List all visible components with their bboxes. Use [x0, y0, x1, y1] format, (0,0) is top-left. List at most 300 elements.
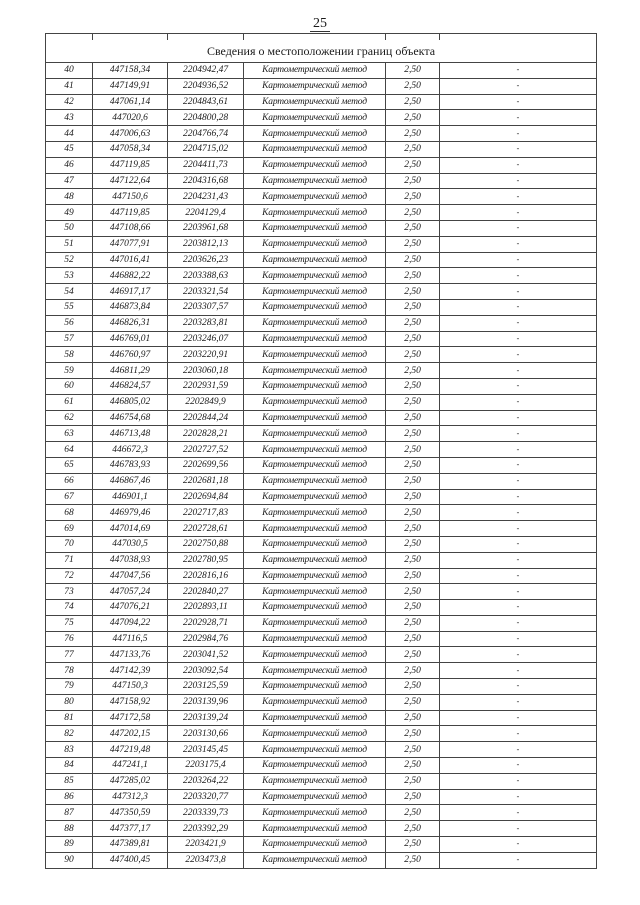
accuracy-cell: 2,50 [386, 489, 440, 505]
table-row [46, 584, 597, 600]
point-number-cell: 87 [46, 805, 93, 821]
y-coordinate-cell: 2203392,29 [168, 821, 244, 837]
x-coordinate-cell: 447061,14 [93, 94, 168, 110]
method-cell: Картометрический метод [244, 157, 386, 173]
y-coordinate-cell: 2203060,18 [168, 363, 244, 379]
x-coordinate-cell: 447241,1 [93, 758, 168, 774]
x-coordinate-cell: 447119,85 [93, 205, 168, 221]
x-coordinate-cell: 446811,29 [93, 363, 168, 379]
accuracy-cell: 2,50 [386, 205, 440, 221]
table-row [46, 63, 597, 79]
note-cell: - [440, 457, 597, 473]
note-cell: - [440, 63, 597, 79]
point-number-cell: 67 [46, 489, 93, 505]
point-number-cell: 51 [46, 236, 93, 252]
method-cell: Картометрический метод [244, 299, 386, 315]
y-coordinate-cell: 2203264,22 [168, 773, 244, 789]
table-row [46, 363, 597, 379]
note-cell: - [440, 94, 597, 110]
method-cell: Картометрический метод [244, 442, 386, 458]
page-number [0, 16, 640, 32]
table-row [46, 615, 597, 631]
method-cell: Картометрический метод [244, 726, 386, 742]
y-coordinate-cell: 2203388,63 [168, 268, 244, 284]
point-number-cell: 54 [46, 284, 93, 300]
method-cell: Картометрический метод [244, 63, 386, 79]
note-cell: - [440, 141, 597, 157]
note-cell: - [440, 78, 597, 94]
y-coordinate-cell: 2202699,56 [168, 457, 244, 473]
table-row [46, 473, 597, 489]
table-row [46, 331, 597, 347]
accuracy-cell: 2,50 [386, 773, 440, 789]
x-coordinate-cell: 447038,93 [93, 552, 168, 568]
method-cell: Картометрический метод [244, 758, 386, 774]
y-coordinate-cell: 2204936,52 [168, 78, 244, 94]
y-coordinate-cell: 2203145,45 [168, 742, 244, 758]
method-cell: Картометрический метод [244, 536, 386, 552]
y-coordinate-cell: 2202728,61 [168, 521, 244, 537]
x-coordinate-cell: 447285,02 [93, 773, 168, 789]
y-coordinate-cell: 2202840,27 [168, 584, 244, 600]
x-coordinate-cell: 446783,93 [93, 457, 168, 473]
x-coordinate-cell: 447076,21 [93, 600, 168, 616]
table-row [46, 679, 597, 695]
note-cell: - [440, 805, 597, 821]
point-number-cell: 56 [46, 315, 93, 331]
y-coordinate-cell: 2203041,52 [168, 647, 244, 663]
method-cell: Картометрический метод [244, 315, 386, 331]
y-coordinate-cell: 2202893,11 [168, 600, 244, 616]
x-coordinate-cell: 447047,56 [93, 568, 168, 584]
x-coordinate-cell: 447150,3 [93, 679, 168, 695]
note-cell: - [440, 584, 597, 600]
table-row [46, 837, 597, 853]
x-coordinate-cell: 446824,57 [93, 378, 168, 394]
table-row [46, 220, 597, 236]
x-coordinate-cell: 447202,15 [93, 726, 168, 742]
method-cell: Картометрический метод [244, 568, 386, 584]
x-coordinate-cell: 447219,48 [93, 742, 168, 758]
point-number-cell: 77 [46, 647, 93, 663]
point-number-cell: 68 [46, 505, 93, 521]
y-coordinate-cell: 2202931,59 [168, 378, 244, 394]
x-coordinate-cell: 447058,34 [93, 141, 168, 157]
x-coordinate-cell: 446760,97 [93, 347, 168, 363]
x-coordinate-cell: 447158,34 [93, 63, 168, 79]
method-cell: Картометрический метод [244, 363, 386, 379]
point-number-cell: 40 [46, 63, 93, 79]
y-coordinate-cell: 2202828,21 [168, 426, 244, 442]
accuracy-cell: 2,50 [386, 837, 440, 853]
method-cell: Картометрический метод [244, 426, 386, 442]
point-number-cell: 88 [46, 821, 93, 837]
note-cell: - [440, 126, 597, 142]
y-coordinate-cell: 2203961,68 [168, 220, 244, 236]
point-number-cell: 83 [46, 742, 93, 758]
note-cell: - [440, 157, 597, 173]
point-number-cell: 86 [46, 789, 93, 805]
y-coordinate-cell: 2203473,8 [168, 852, 244, 868]
method-cell: Картометрический метод [244, 615, 386, 631]
note-cell: - [440, 600, 597, 616]
method-cell: Картометрический метод [244, 789, 386, 805]
table-row [46, 378, 597, 394]
accuracy-cell: 2,50 [386, 141, 440, 157]
note-cell: - [440, 837, 597, 853]
accuracy-cell: 2,50 [386, 299, 440, 315]
y-coordinate-cell: 2203626,23 [168, 252, 244, 268]
y-coordinate-cell: 2204411,73 [168, 157, 244, 173]
method-cell: Картометрический метод [244, 852, 386, 868]
y-coordinate-cell: 2202816,16 [168, 568, 244, 584]
method-cell: Картометрический метод [244, 837, 386, 853]
note-cell: - [440, 378, 597, 394]
accuracy-cell: 2,50 [386, 615, 440, 631]
x-coordinate-cell: 447150,6 [93, 189, 168, 205]
x-coordinate-cell: 446769,01 [93, 331, 168, 347]
x-coordinate-cell: 446754,68 [93, 410, 168, 426]
point-number-cell: 41 [46, 78, 93, 94]
note-cell: - [440, 394, 597, 410]
accuracy-cell: 2,50 [386, 347, 440, 363]
accuracy-cell: 2,50 [386, 410, 440, 426]
y-coordinate-cell: 2203175,4 [168, 758, 244, 774]
note-cell: - [440, 315, 597, 331]
x-coordinate-cell: 446901,1 [93, 489, 168, 505]
x-coordinate-cell: 446917,17 [93, 284, 168, 300]
accuracy-cell: 2,50 [386, 805, 440, 821]
y-coordinate-cell: 2202717,83 [168, 505, 244, 521]
note-cell: - [440, 742, 597, 758]
note-cell: - [440, 252, 597, 268]
point-number-cell: 84 [46, 758, 93, 774]
method-cell: Картометрический метод [244, 631, 386, 647]
x-coordinate-cell: 447119,85 [93, 157, 168, 173]
accuracy-cell: 2,50 [386, 852, 440, 868]
point-number-cell: 48 [46, 189, 93, 205]
point-number-cell: 76 [46, 631, 93, 647]
table-row [46, 315, 597, 331]
y-coordinate-cell: 2202849,9 [168, 394, 244, 410]
x-coordinate-cell: 447094,22 [93, 615, 168, 631]
x-coordinate-cell: 447108,66 [93, 220, 168, 236]
y-coordinate-cell: 2204231,43 [168, 189, 244, 205]
point-number-cell: 64 [46, 442, 93, 458]
table-row [46, 710, 597, 726]
method-cell: Картометрический метод [244, 679, 386, 695]
x-coordinate-cell: 447172,58 [93, 710, 168, 726]
note-cell: - [440, 236, 597, 252]
note-cell: - [440, 505, 597, 521]
accuracy-cell: 2,50 [386, 726, 440, 742]
note-cell: - [440, 663, 597, 679]
table-row [46, 189, 597, 205]
accuracy-cell: 2,50 [386, 584, 440, 600]
table-row [46, 694, 597, 710]
y-coordinate-cell: 2203321,54 [168, 284, 244, 300]
table-row [46, 426, 597, 442]
point-number-cell: 63 [46, 426, 93, 442]
accuracy-cell: 2,50 [386, 220, 440, 236]
y-coordinate-cell: 2203812,13 [168, 236, 244, 252]
table-row [46, 631, 597, 647]
note-cell: - [440, 710, 597, 726]
point-number-cell: 70 [46, 536, 93, 552]
note-cell: - [440, 363, 597, 379]
table-row [46, 489, 597, 505]
note-cell: - [440, 442, 597, 458]
x-coordinate-cell: 447077,91 [93, 236, 168, 252]
point-number-cell: 72 [46, 568, 93, 584]
table-row [46, 600, 597, 616]
x-coordinate-cell: 447020,6 [93, 110, 168, 126]
method-cell: Картометрический метод [244, 331, 386, 347]
table-title: Сведения о местоположении границ объекта [46, 40, 597, 63]
method-cell: Картометрический метод [244, 284, 386, 300]
y-coordinate-cell: 2203092,54 [168, 663, 244, 679]
x-coordinate-cell: 447389,81 [93, 837, 168, 853]
point-number-cell: 43 [46, 110, 93, 126]
y-coordinate-cell: 2202780,95 [168, 552, 244, 568]
method-cell: Картометрический метод [244, 78, 386, 94]
accuracy-cell: 2,50 [386, 758, 440, 774]
note-cell: - [440, 299, 597, 315]
point-number-cell: 78 [46, 663, 93, 679]
note-cell: - [440, 110, 597, 126]
table-row [46, 457, 597, 473]
table-row [46, 141, 597, 157]
point-number-cell: 79 [46, 679, 93, 695]
point-number-cell: 57 [46, 331, 93, 347]
accuracy-cell: 2,50 [386, 536, 440, 552]
point-number-cell: 47 [46, 173, 93, 189]
accuracy-cell: 2,50 [386, 457, 440, 473]
x-coordinate-cell: 447014,69 [93, 521, 168, 537]
method-cell: Картометрический метод [244, 378, 386, 394]
table-row [46, 252, 597, 268]
accuracy-cell: 2,50 [386, 157, 440, 173]
method-cell: Картометрический метод [244, 742, 386, 758]
x-coordinate-cell: 446979,46 [93, 505, 168, 521]
x-coordinate-cell: 447030,5 [93, 536, 168, 552]
y-coordinate-cell: 2204766,74 [168, 126, 244, 142]
x-coordinate-cell: 447057,24 [93, 584, 168, 600]
method-cell: Картометрический метод [244, 110, 386, 126]
note-cell: - [440, 173, 597, 189]
accuracy-cell: 2,50 [386, 568, 440, 584]
method-cell: Картометрический метод [244, 821, 386, 837]
page-number-text: 25 [310, 16, 330, 32]
point-number-cell: 74 [46, 600, 93, 616]
y-coordinate-cell: 2203307,57 [168, 299, 244, 315]
accuracy-cell: 2,50 [386, 663, 440, 679]
table-row [46, 157, 597, 173]
table-row [46, 268, 597, 284]
x-coordinate-cell: 447116,5 [93, 631, 168, 647]
accuracy-cell: 2,50 [386, 236, 440, 252]
method-cell: Картометрический метод [244, 600, 386, 616]
table-title-row [46, 40, 597, 63]
accuracy-cell: 2,50 [386, 94, 440, 110]
y-coordinate-cell: 2203139,24 [168, 710, 244, 726]
method-cell: Картометрический метод [244, 94, 386, 110]
method-cell: Картометрический метод [244, 647, 386, 663]
x-coordinate-cell: 447133,76 [93, 647, 168, 663]
point-number-cell: 62 [46, 410, 93, 426]
point-number-cell: 46 [46, 157, 93, 173]
x-coordinate-cell: 446805,02 [93, 394, 168, 410]
note-cell: - [440, 410, 597, 426]
table-row [46, 505, 597, 521]
accuracy-cell: 2,50 [386, 710, 440, 726]
accuracy-cell: 2,50 [386, 331, 440, 347]
y-coordinate-cell: 2203320,77 [168, 789, 244, 805]
note-cell: - [440, 789, 597, 805]
point-number-cell: 60 [46, 378, 93, 394]
accuracy-cell: 2,50 [386, 189, 440, 205]
method-cell: Картометрический метод [244, 347, 386, 363]
boundary-coordinates-table [45, 33, 597, 869]
table-row [46, 410, 597, 426]
accuracy-cell: 2,50 [386, 742, 440, 758]
accuracy-cell: 2,50 [386, 173, 440, 189]
accuracy-cell: 2,50 [386, 363, 440, 379]
x-coordinate-cell: 447158,92 [93, 694, 168, 710]
x-coordinate-cell: 447016,41 [93, 252, 168, 268]
y-coordinate-cell: 2204129,4 [168, 205, 244, 221]
method-cell: Картометрический метод [244, 252, 386, 268]
table-row [46, 284, 597, 300]
table-row [46, 552, 597, 568]
method-cell: Картометрический метод [244, 189, 386, 205]
method-cell: Картометрический метод [244, 663, 386, 679]
point-number-cell: 49 [46, 205, 93, 221]
point-number-cell: 66 [46, 473, 93, 489]
method-cell: Картометрический метод [244, 457, 386, 473]
method-cell: Картометрический метод [244, 394, 386, 410]
table-row [46, 536, 597, 552]
note-cell: - [440, 189, 597, 205]
accuracy-cell: 2,50 [386, 694, 440, 710]
accuracy-cell: 2,50 [386, 126, 440, 142]
method-cell: Картометрический метод [244, 773, 386, 789]
method-cell: Картометрический метод [244, 694, 386, 710]
accuracy-cell: 2,50 [386, 78, 440, 94]
method-cell: Картометрический метод [244, 236, 386, 252]
y-coordinate-cell: 2204316,68 [168, 173, 244, 189]
y-coordinate-cell: 2203139,96 [168, 694, 244, 710]
table-row [46, 347, 597, 363]
accuracy-cell: 2,50 [386, 473, 440, 489]
table-row [46, 78, 597, 94]
table-row [46, 236, 597, 252]
method-cell: Картометрический метод [244, 268, 386, 284]
note-cell: - [440, 647, 597, 663]
method-cell: Картометрический метод [244, 205, 386, 221]
point-number-cell: 45 [46, 141, 93, 157]
x-coordinate-cell: 446882,22 [93, 268, 168, 284]
accuracy-cell: 2,50 [386, 552, 440, 568]
table-row [46, 758, 597, 774]
accuracy-cell: 2,50 [386, 110, 440, 126]
point-number-cell: 61 [46, 394, 93, 410]
table-row [46, 126, 597, 142]
note-cell: - [440, 694, 597, 710]
x-coordinate-cell: 446867,46 [93, 473, 168, 489]
x-coordinate-cell: 446713,48 [93, 426, 168, 442]
accuracy-cell: 2,50 [386, 315, 440, 331]
point-number-cell: 65 [46, 457, 93, 473]
note-cell: - [440, 615, 597, 631]
y-coordinate-cell: 2202681,18 [168, 473, 244, 489]
method-cell: Картометрический метод [244, 173, 386, 189]
x-coordinate-cell: 447400,45 [93, 852, 168, 868]
y-coordinate-cell: 2202844,24 [168, 410, 244, 426]
x-coordinate-cell: 447377,17 [93, 821, 168, 837]
accuracy-cell: 2,50 [386, 426, 440, 442]
x-coordinate-cell: 447149,91 [93, 78, 168, 94]
note-cell: - [440, 773, 597, 789]
note-cell: - [440, 726, 597, 742]
accuracy-cell: 2,50 [386, 505, 440, 521]
accuracy-cell: 2,50 [386, 789, 440, 805]
note-cell: - [440, 821, 597, 837]
method-cell: Картометрический метод [244, 126, 386, 142]
table-row [46, 205, 597, 221]
method-cell: Картометрический метод [244, 584, 386, 600]
accuracy-cell: 2,50 [386, 442, 440, 458]
point-number-cell: 89 [46, 837, 93, 853]
y-coordinate-cell: 2203246,07 [168, 331, 244, 347]
table-row [46, 521, 597, 537]
y-coordinate-cell: 2202750,88 [168, 536, 244, 552]
point-number-cell: 52 [46, 252, 93, 268]
table-row [46, 789, 597, 805]
accuracy-cell: 2,50 [386, 631, 440, 647]
accuracy-cell: 2,50 [386, 378, 440, 394]
accuracy-cell: 2,50 [386, 679, 440, 695]
y-coordinate-cell: 2203125,59 [168, 679, 244, 695]
note-cell: - [440, 552, 597, 568]
table-row [46, 773, 597, 789]
note-cell: - [440, 521, 597, 537]
method-cell: Картометрический метод [244, 805, 386, 821]
table-row [46, 742, 597, 758]
x-coordinate-cell: 447350,59 [93, 805, 168, 821]
method-cell: Картометрический метод [244, 710, 386, 726]
point-number-cell: 69 [46, 521, 93, 537]
note-cell: - [440, 426, 597, 442]
y-coordinate-cell: 2204800,28 [168, 110, 244, 126]
y-coordinate-cell: 2203421,9 [168, 837, 244, 853]
point-number-cell: 80 [46, 694, 93, 710]
x-coordinate-cell: 447142,39 [93, 663, 168, 679]
y-coordinate-cell: 2203220,91 [168, 347, 244, 363]
point-number-cell: 50 [46, 220, 93, 236]
accuracy-cell: 2,50 [386, 521, 440, 537]
method-cell: Картометрический метод [244, 489, 386, 505]
x-coordinate-cell: 446672,3 [93, 442, 168, 458]
accuracy-cell: 2,50 [386, 600, 440, 616]
x-coordinate-cell: 446873,84 [93, 299, 168, 315]
method-cell: Картометрический метод [244, 473, 386, 489]
table-row [46, 821, 597, 837]
x-coordinate-cell: 447312,3 [93, 789, 168, 805]
y-coordinate-cell: 2202694,84 [168, 489, 244, 505]
accuracy-cell: 2,50 [386, 821, 440, 837]
note-cell: - [440, 205, 597, 221]
